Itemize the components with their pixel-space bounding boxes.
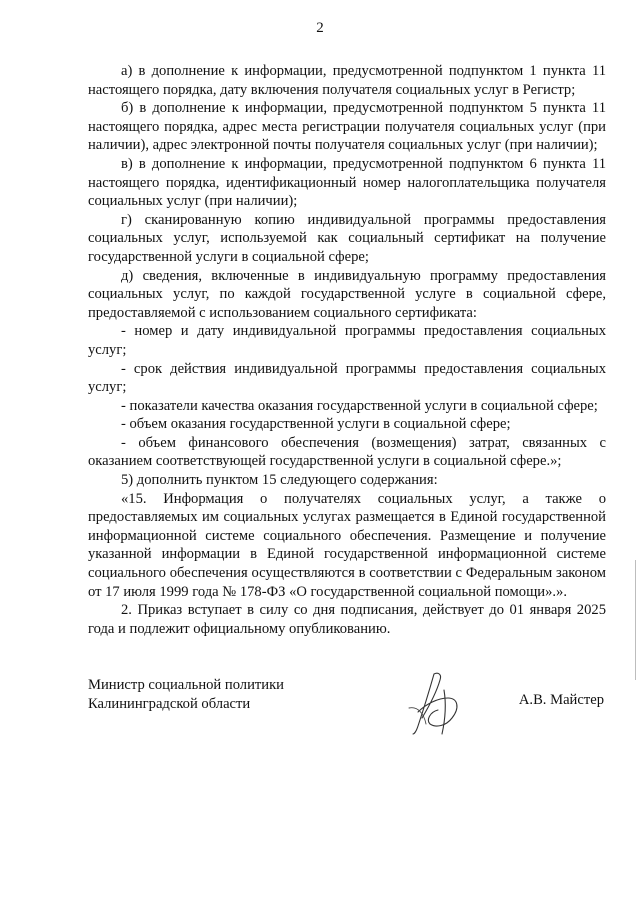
scan-edge-line (635, 560, 636, 680)
document-body (88, 62, 606, 638)
paragraph-a: а) в дополнение к информации, предусмотренной подпунктом 1 пункта 11 настоящего порядка, дату включения получателя социальных услуг в Регистр; (88, 63, 606, 98)
paragraph-b: б) в дополнение к информации, предусмотренной подпунктом 5 пункта 11 настоящего порядка, адрес места регистрации получателя социальных услуг (при наличии), адрес электронной почты получателя социальных услуг (при наличии); (88, 100, 606, 154)
list-item-quality-indicators: - показатели качества оказания государственной услуги в социальной сфере; (121, 397, 598, 414)
signer-position-line1: Министр социальной политики (88, 677, 284, 693)
paragraph-point-15: «15. Информация о получателях социальных услуг, а также о предоставляемых им социальных услугах размещается в Единой государственной информационной системе социального обеспечения. Размещение и получение указанной информации в Единой государственной информационной системе социального обеспечения осуществляются в соответствии с Федеральным законом от 17 июля 1999 года № 178-ФЗ «О государственной социальной помощи».». (88, 490, 606, 600)
signature-block (88, 676, 606, 736)
list-item-program-term: - срок действия индивидуальной программы предоставления социальных услуг; (88, 360, 606, 396)
list-item-service-volume: - объем оказания государственной услуги в социальной сфере; (121, 416, 511, 433)
paragraph-effective-date: 2. Приказ вступает в силу со дня подписания, действует до 01 января 2025 года и подлежит официальному опубликованию. (88, 602, 606, 637)
handwritten-signature (404, 668, 466, 738)
signer-position (88, 676, 284, 713)
paragraph-d: д) сведения, включенные в индивидуальную программу предоставления социальных услуг, по каждой государственной услуге в социальной сфере, предоставляемой с использованием социального сертификата: (88, 267, 606, 321)
signer-name: А.В. Майстер (518, 692, 604, 708)
paragraph-v: в) в дополнение к информации, предусмотренной подпунктом 6 пункта 11 настоящего порядка, идентификационный номер налогоплательщика получателя социальных услуг (при наличии); (88, 155, 606, 210)
list-item-program-number: - номер и дату индивидуальной программы предоставления социальных услуг; (88, 323, 606, 358)
page-number: 2 (316, 20, 324, 36)
paragraph-item-5: 5) дополнить пунктом 15 следующего содержания: (121, 472, 438, 489)
signer-position-line2: Калининградской области (88, 695, 251, 712)
paragraph-g: г) сканированную копию индивидуальной программы предоставления социальных услуг, используемой как социальный сертификат на получение государственной услуги в социальной сфере; (88, 211, 606, 265)
list-item-funding-volume: - объем финансового обеспечения (возмещения) затрат, связанных с оказанием соответствующей государственной услуги в социальной сфере.»; (88, 434, 606, 470)
